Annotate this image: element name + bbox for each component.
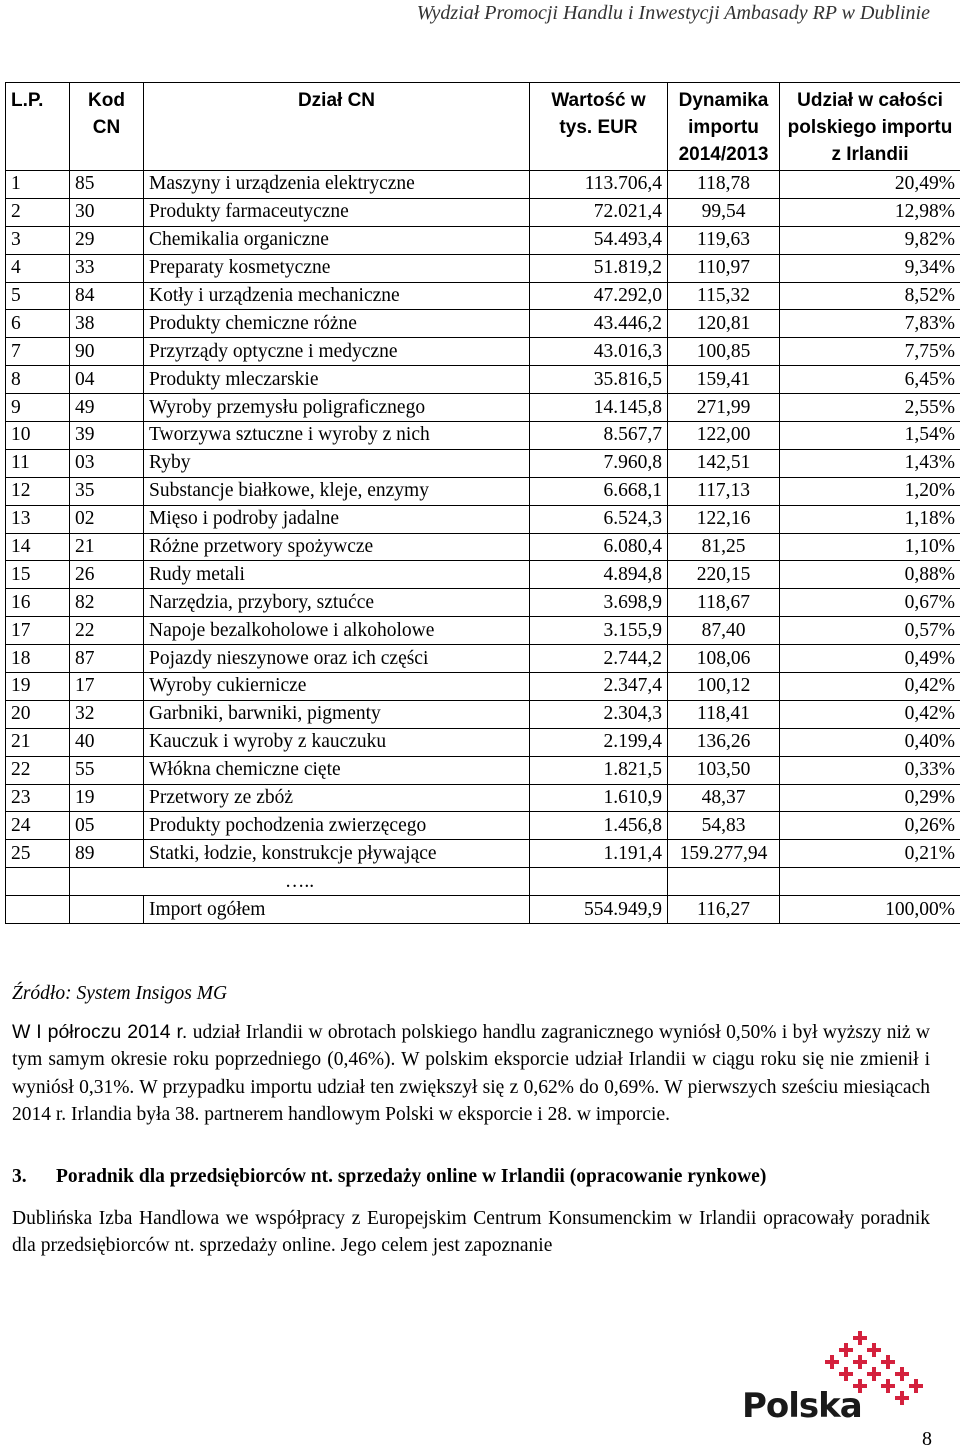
row-dynamics: 159.277,94 <box>668 840 780 868</box>
row-section: Maszyny i urządzenia elektryczne <box>144 171 530 199</box>
row-section: Produkty mleczarskie <box>144 366 530 394</box>
row-lp: 7 <box>6 338 70 366</box>
row-section: Wyroby cukiernicze <box>144 673 530 701</box>
row-share: 0,26% <box>780 812 960 840</box>
row-section: Napoje bezalkoholowe i alkoholowe <box>144 617 530 645</box>
row-section: Chemikalia organiczne <box>144 226 530 254</box>
row-dynamics: 119,63 <box>668 226 780 254</box>
section-title: Poradnik dla przedsiębiorców nt. sprzedaży online w Irlandii (opracowanie rynkowe) <box>56 1166 767 1187</box>
row-dynamics: 100,85 <box>668 338 780 366</box>
row-share: 0,29% <box>780 784 960 812</box>
row-share: 0,33% <box>780 756 960 784</box>
ellipsis-cell: ….. <box>70 868 530 896</box>
total-row <box>6 896 960 924</box>
row-lp: 20 <box>6 700 70 728</box>
row-value: 6.080,4 <box>530 533 668 561</box>
row-value: 1.456,8 <box>530 812 668 840</box>
row-code: 30 <box>70 198 144 226</box>
row-share: 6,45% <box>780 366 960 394</box>
row-lp: 8 <box>6 366 70 394</box>
row-dynamics: 220,15 <box>668 561 780 589</box>
row-lp: 10 <box>6 422 70 450</box>
row-lp: 13 <box>6 505 70 533</box>
table-row <box>6 617 960 645</box>
paragraph-lead: W I półroczu 2014 r. <box>12 1021 188 1043</box>
row-section: Substancje białkowe, kleje, enzymy <box>144 477 530 505</box>
ellipsis-row <box>6 868 960 896</box>
row-code: 05 <box>70 812 144 840</box>
total-cell-code <box>70 896 144 924</box>
row-code: 19 <box>70 784 144 812</box>
row-dynamics: 117,13 <box>668 477 780 505</box>
table-row <box>6 394 960 422</box>
row-value: 1.610,9 <box>530 784 668 812</box>
header-lp: L.P. <box>6 83 70 171</box>
row-section: Garbniki, barwniki, pigmenty <box>144 700 530 728</box>
row-code: 03 <box>70 449 144 477</box>
table-header-row <box>6 83 960 171</box>
row-code: 82 <box>70 589 144 617</box>
table-row <box>6 254 960 282</box>
row-value: 2.347,4 <box>530 673 668 701</box>
table-row <box>6 812 960 840</box>
row-share: 9,34% <box>780 254 960 282</box>
row-dynamics: 100,12 <box>668 673 780 701</box>
row-code: 87 <box>70 645 144 673</box>
row-dynamics: 142,51 <box>668 449 780 477</box>
row-value: 72.021,4 <box>530 198 668 226</box>
row-section: Statki, łodzie, konstrukcje pływające <box>144 840 530 868</box>
row-dynamics: 81,25 <box>668 533 780 561</box>
table-row <box>6 645 960 673</box>
row-value: 35.816,5 <box>530 366 668 394</box>
logo-cross <box>841 1345 851 1355</box>
row-value: 43.446,2 <box>530 310 668 338</box>
row-code: 38 <box>70 310 144 338</box>
row-dynamics: 120,81 <box>668 310 780 338</box>
row-value: 43.016,3 <box>530 338 668 366</box>
row-lp: 1 <box>6 171 70 199</box>
row-dynamics: 110,97 <box>668 254 780 282</box>
row-value: 7.960,8 <box>530 449 668 477</box>
row-share: 9,82% <box>780 226 960 254</box>
row-dynamics: 118,41 <box>668 700 780 728</box>
row-value: 1.191,4 <box>530 840 668 868</box>
row-value: 51.819,2 <box>530 254 668 282</box>
row-code: 02 <box>70 505 144 533</box>
row-code: 55 <box>70 756 144 784</box>
table-row <box>6 422 960 450</box>
row-dynamics: 108,06 <box>668 645 780 673</box>
table-row <box>6 449 960 477</box>
row-value: 3.698,9 <box>530 589 668 617</box>
row-section: Różne przetwory spożywcze <box>144 533 530 561</box>
table-row <box>6 561 960 589</box>
row-share: 1,54% <box>780 422 960 450</box>
row-dynamics: 99,54 <box>668 198 780 226</box>
row-lp: 18 <box>6 645 70 673</box>
row-lp: 15 <box>6 561 70 589</box>
row-dynamics: 122,00 <box>668 422 780 450</box>
table-row <box>6 477 960 505</box>
row-lp: 5 <box>6 282 70 310</box>
table-row <box>6 505 960 533</box>
total-value: 554.949,9 <box>530 896 668 924</box>
logo-cross <box>855 1357 865 1367</box>
logo-cross <box>869 1345 879 1355</box>
row-value: 2.744,2 <box>530 645 668 673</box>
row-section: Pojazdy nieszynowe oraz ich części <box>144 645 530 673</box>
logo-cross <box>897 1393 907 1403</box>
logo-cross <box>911 1381 921 1391</box>
row-code: 84 <box>70 282 144 310</box>
row-section: Kotły i urządzenia mechaniczne <box>144 282 530 310</box>
row-share: 0,21% <box>780 840 960 868</box>
row-dynamics: 48,37 <box>668 784 780 812</box>
row-code: 85 <box>70 171 144 199</box>
page-number: 8 <box>922 1428 932 1450</box>
row-value: 1.821,5 <box>530 756 668 784</box>
row-section: Mięso i podroby jadalne <box>144 505 530 533</box>
row-value: 4.894,8 <box>530 561 668 589</box>
row-value: 8.567,7 <box>530 422 668 450</box>
ellipsis-cell-lp <box>6 868 70 896</box>
ellipsis-cell-value <box>530 868 668 896</box>
row-section: Wyroby przemysłu poligraficznego <box>144 394 530 422</box>
row-value: 6.524,3 <box>530 505 668 533</box>
row-lp: 21 <box>6 728 70 756</box>
source-note: Źródło: System Insigos MG <box>12 983 228 1004</box>
row-value: 14.145,8 <box>530 394 668 422</box>
row-share: 0,67% <box>780 589 960 617</box>
row-value: 2.304,3 <box>530 700 668 728</box>
header-udzial: Udział w całości polskiego importu z Irlandii <box>780 83 960 171</box>
ellipsis-cell-share <box>780 868 960 896</box>
logo-cross <box>869 1369 879 1379</box>
table-row <box>6 840 960 868</box>
row-share: 0,40% <box>780 728 960 756</box>
row-lp: 17 <box>6 617 70 645</box>
row-share: 12,98% <box>780 198 960 226</box>
row-code: 21 <box>70 533 144 561</box>
row-section: Ryby <box>144 449 530 477</box>
row-section: Produkty pochodzenia zwierzęcego <box>144 812 530 840</box>
row-lp: 25 <box>6 840 70 868</box>
table-row <box>6 198 960 226</box>
row-code: 17 <box>70 673 144 701</box>
row-code: 39 <box>70 422 144 450</box>
row-lp: 9 <box>6 394 70 422</box>
paragraph-summary <box>12 1019 930 1128</box>
table-body <box>6 171 960 868</box>
header-dynamika: Dynamika importu 2014/2013 <box>668 83 780 171</box>
row-dynamics: 54,83 <box>668 812 780 840</box>
row-section: Preparaty kosmetyczne <box>144 254 530 282</box>
row-code: 90 <box>70 338 144 366</box>
import-table <box>5 82 960 924</box>
row-section: Przetwory ze zbóż <box>144 784 530 812</box>
total-dynamics: 116,27 <box>668 896 780 924</box>
row-share: 0,57% <box>780 617 960 645</box>
table-row <box>6 784 960 812</box>
row-code: 04 <box>70 366 144 394</box>
table-row <box>6 589 960 617</box>
row-value: 47.292,0 <box>530 282 668 310</box>
row-share: 2,55% <box>780 394 960 422</box>
row-share: 1,18% <box>780 505 960 533</box>
logo-cross <box>883 1381 893 1391</box>
row-section: Narzędzia, przybory, sztućce <box>144 589 530 617</box>
table-row <box>6 226 960 254</box>
row-dynamics: 122,16 <box>668 505 780 533</box>
header-wartosc: Wartość w tys. EUR <box>530 83 668 171</box>
row-value: 2.199,4 <box>530 728 668 756</box>
row-lp: 3 <box>6 226 70 254</box>
total-share: 100,00% <box>780 896 960 924</box>
row-share: 1,43% <box>780 449 960 477</box>
table-row <box>6 171 960 199</box>
row-share: 7,75% <box>780 338 960 366</box>
row-section: Włókna chemiczne cięte <box>144 756 530 784</box>
row-lp: 12 <box>6 477 70 505</box>
row-code: 89 <box>70 840 144 868</box>
row-lp: 6 <box>6 310 70 338</box>
row-share: 7,83% <box>780 310 960 338</box>
row-share: 20,49% <box>780 171 960 199</box>
ellipsis-cell-dynamics <box>668 868 780 896</box>
row-value: 113.706,4 <box>530 171 668 199</box>
table-row <box>6 366 960 394</box>
total-cell-lp <box>6 896 70 924</box>
row-section: Produkty chemiczne różne <box>144 310 530 338</box>
table-row <box>6 756 960 784</box>
row-section: Kauczuk i wyroby z kauczuku <box>144 728 530 756</box>
row-lp: 2 <box>6 198 70 226</box>
row-code: 33 <box>70 254 144 282</box>
table-row <box>6 533 960 561</box>
header-kod-cn: Kod CN <box>70 83 144 171</box>
row-value: 6.668,1 <box>530 477 668 505</box>
table-row <box>6 673 960 701</box>
row-code: 49 <box>70 394 144 422</box>
row-share: 0,42% <box>780 673 960 701</box>
row-lp: 14 <box>6 533 70 561</box>
logo-cross <box>855 1333 865 1343</box>
row-share: 1,20% <box>780 477 960 505</box>
row-value: 54.493,4 <box>530 226 668 254</box>
table-row <box>6 338 960 366</box>
row-section: Produkty farmaceutyczne <box>144 198 530 226</box>
row-dynamics: 115,32 <box>668 282 780 310</box>
row-lp: 16 <box>6 589 70 617</box>
logo-cross <box>883 1357 893 1367</box>
row-lp: 11 <box>6 449 70 477</box>
row-dynamics: 118,78 <box>668 171 780 199</box>
logo-cross <box>827 1357 837 1367</box>
row-dynamics: 103,50 <box>668 756 780 784</box>
row-dynamics: 136,26 <box>668 728 780 756</box>
row-dynamics: 87,40 <box>668 617 780 645</box>
row-section: Przyrządy optyczne i medyczne <box>144 338 530 366</box>
row-share: 0,49% <box>780 645 960 673</box>
row-dynamics: 159,41 <box>668 366 780 394</box>
polska-logo <box>742 1328 942 1428</box>
section-heading <box>12 1166 766 1188</box>
row-share: 8,52% <box>780 282 960 310</box>
row-code: 32 <box>70 700 144 728</box>
page-header: Wydział Promocji Handlu i Inwestycji Ambasady RP w Dublinie <box>416 2 930 24</box>
table-row <box>6 728 960 756</box>
row-dynamics: 271,99 <box>668 394 780 422</box>
row-code: 29 <box>70 226 144 254</box>
row-section: Tworzywa sztuczne i wyroby z nich <box>144 422 530 450</box>
row-lp: 19 <box>6 673 70 701</box>
section-number: 3. <box>12 1166 27 1187</box>
table-row <box>6 310 960 338</box>
total-label: Import ogółem <box>144 896 530 924</box>
table-row <box>6 700 960 728</box>
table-row <box>6 282 960 310</box>
row-code: 22 <box>70 617 144 645</box>
row-share: 1,10% <box>780 533 960 561</box>
row-lp: 4 <box>6 254 70 282</box>
row-share: 0,42% <box>780 700 960 728</box>
row-code: 35 <box>70 477 144 505</box>
logo-text: Polska <box>742 1386 862 1426</box>
paragraph-body: udział Irlandii w obrotach polskiego handlu zagranicznego wyniósł 0,50% i był wyższy niż w tym samym okresie roku poprzedniego (0,46%). W polskim eksporcie udział Irlandii w ciągu roku się nie zmienił i wyniósł 0,31%. W przypadku importu udział ten zwiększył się z 0,62% do 0,69%. W pierwszych sześciu miesiącach 2014 r. Irlandia była 38. partnerem handlowym Polski w eksporcie i 28. w imporcie. <box>12 1022 930 1125</box>
row-value: 3.155,9 <box>530 617 668 645</box>
row-dynamics: 118,67 <box>668 589 780 617</box>
row-section: Rudy metali <box>144 561 530 589</box>
logo-cross <box>841 1369 851 1379</box>
logo-cross <box>897 1369 907 1379</box>
row-code: 40 <box>70 728 144 756</box>
row-share: 0,88% <box>780 561 960 589</box>
row-lp: 22 <box>6 756 70 784</box>
row-code: 26 <box>70 561 144 589</box>
header-dzial-cn: Dział CN <box>144 83 530 171</box>
row-lp: 23 <box>6 784 70 812</box>
paragraph-section: Dublińska Izba Handlowa we współpracy z Europejskim Centrum Konsumenckim w Irlandii opracowały poradnik dla przedsiębiorców nt. sprzedaży online. Jego celem jest zapoznanie <box>12 1208 930 1257</box>
row-lp: 24 <box>6 812 70 840</box>
